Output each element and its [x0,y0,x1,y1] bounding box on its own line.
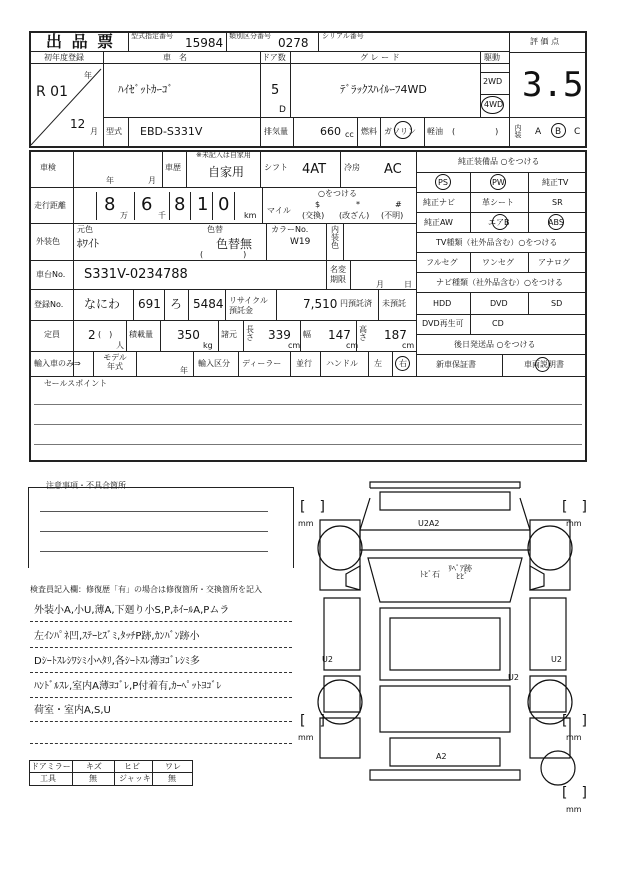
recycle-label: リサイクル預託金 [229,296,268,315]
model: EBD-S331V [140,125,203,138]
note-line-3: Dｼｰﾄｽﾚｼﾜｼﾐ小ﾍﾀﾘ,各ｼｰﾄｽﾚ薄ﾖｺﾞﾚｼﾐ多 [34,656,200,667]
drive-2wd: 2WD [483,77,503,86]
int-c: C [574,127,581,137]
wid: 147 [328,328,351,342]
ac-label: 冷房 [344,163,360,172]
tv-one: ワンセグ [482,258,514,267]
model-year-unit: 年 [180,366,188,375]
tread-fl: [ ] [300,499,325,515]
diagram-mark-top: U2A2 [418,519,440,528]
doors-label: ドア数 [262,53,286,62]
dealer: ディーラー [242,359,282,368]
reki: 自家用 [208,165,245,179]
score: 3.5 [522,65,584,105]
len-label: 長さ [246,325,254,342]
exchange: $ [315,200,321,209]
import-label: 輸入車のみ⇒ [34,359,81,368]
reki-label: 車歴 [165,163,181,172]
unknown-sub: (不明) [381,211,404,220]
mileage-sen: 千 [158,211,166,220]
warranty: 新車保証書 [436,360,476,369]
equip-pw: PW [492,178,505,187]
nc-day: 日 [404,280,412,289]
equip-tv: 純正TV [542,178,569,187]
fuel-label: 燃料 [361,127,377,136]
mileage-label: 走行距離 [34,201,66,210]
tools-h-mirror: ドアミラー [31,762,71,771]
recycle-unit: 円預託済 [340,299,372,308]
orig-color: ﾎﾜｲﾄ [77,237,99,250]
reg-class: 691 [138,297,161,311]
hei: 187 [384,328,407,342]
disp-label: 排気量 [264,127,288,136]
page-title: 出 品 票 [46,32,116,51]
tread-fl-mm: mm [298,519,314,528]
recycle: 7,510 [303,297,338,311]
handle-right: 右 [399,359,407,368]
load-label: 積載量 [129,330,153,339]
len-unit: cm [288,341,301,350]
equip-leather: 革シート [482,198,514,207]
orig-color-label: 元色 [77,225,93,234]
tread-fr: [ ] [562,499,587,515]
mileage-d1: 8 [104,194,116,215]
model-year-label: モデル年式 [103,353,127,371]
cd: CD [492,319,504,328]
inspector-label: 検査員記入欄：修復歴「有」の場合は修復箇所・交換箇所を記入 [30,585,262,594]
equip-ps-circle [435,174,451,190]
grade-label: グ レ ー ド [360,53,400,62]
parallel: 並行 [296,359,312,368]
tread-spare: [ ] [562,785,587,801]
first-reg-label: 初年度登録 [44,53,84,62]
tv-full: フルセグ [426,258,458,267]
month-unit: 月 [90,127,98,136]
drive-label: 駆動 [484,53,500,62]
nav-sd: SD [551,299,563,308]
note-line-2: 左ｲﾝﾊﾟﾈ凹,ｽﾃｰﾋｽﾞﾐ,ﾀｯﾁP跡,ｶﾝﾊﾞﾝ跡小 [34,631,200,642]
nav-header: ナビ種類（社外品含む）○をつける [436,278,563,287]
note-line-1: 外装小A,小U,薄A,下廻り小S,P,ﾎｲｰﾙA,Pムラ [34,605,230,616]
recycle-status: 未預託 [382,299,406,308]
hei-label: 高さ [359,325,367,342]
score-label: 評 価 点 [530,37,560,46]
diagram-mark-right2: U2 [508,673,519,682]
notes-bracket [28,487,294,568]
serial-label: シリアル番号 [322,32,364,40]
tamper-sub: (改ざん) [339,211,370,220]
name-change-label: 名変期限 [330,265,346,284]
equip-pw-circle [490,174,506,190]
disp-unit: cc [345,130,354,139]
mileage-d2: 6 [141,194,153,215]
dvd-play: DVD再生可 [422,319,464,328]
equip-airbag: エアB [488,218,510,227]
color-paren: ( ) [200,250,247,259]
car-name-label: 車 名 [163,53,187,62]
shaken-label: 車検 [40,163,56,172]
oil-paren: ( ) [452,127,499,136]
equip-navi: 純正ナビ [423,198,455,207]
wid-unit: cm [346,341,359,350]
color-label: 色替 [207,225,223,234]
diagram-mark-bottom: A2 [436,752,447,761]
equip-header: 純正装備品 ○をつける [458,157,540,166]
reg-kana: ろ [170,297,183,311]
wid-label: 幅 [303,330,311,339]
vin: S331V-0234788 [84,267,188,282]
diagram-mark-left: U2 [322,655,333,664]
drive-4wd: 4WD [484,100,504,109]
car-name: ﾊｲｾﾞｯﾄｶｰｺﾞ [118,83,173,96]
shift: 4AT [302,162,327,177]
dims-label: 諸元 [221,330,237,339]
tread-rl: [ ] [300,713,325,729]
load: 350 [177,328,200,342]
int-b-circle [551,123,566,138]
fuel-circle [394,121,412,139]
tread-rr: [ ] [562,713,587,729]
equip-airbag-circle [492,214,508,230]
handle-label: ハンドル [326,359,358,368]
tools-h-crack: ヒビ [124,762,140,771]
type-no-label: 型式指定番号 [131,32,173,40]
int-b: B [555,127,562,137]
person: 人 [116,341,124,350]
color-no: W19 [290,237,311,247]
mileage-d3: 8 [174,194,186,215]
tools-tool: 工具 [40,774,56,783]
tv-header: TV種類（社外品含む）○をつける [436,238,558,247]
notes-label: 注意事項・不具合箇所 [46,481,126,490]
outer-color-label: 外装色 [36,237,60,246]
interior-label: 内装 [514,124,522,138]
color-no-label: カラーNo. [271,225,309,234]
type-no: 15984 [185,36,224,50]
reki-note: ※未記入は自家用 [196,151,251,159]
handle-left: 左 [374,359,382,368]
diagram-mark-right: U2 [551,655,562,664]
vin-label: 車台No. [36,270,66,279]
attach-note: ○をつける [318,189,357,198]
post-header: 後日発送品 ○をつける [454,340,536,349]
mileage-d4: 1 [197,194,209,215]
oil-label: 軽油 [427,127,443,136]
mileage-d5: 0 [218,194,230,215]
len: 339 [268,328,291,342]
tools-tool-val: 無 [89,774,97,783]
nc-month: 月 [376,280,384,289]
manual: 車両説明書 [524,360,564,369]
shaken-year: 年 [106,176,114,185]
equip-abs: ABS [548,218,564,227]
doors-sub: D [279,105,286,115]
tools-jack: ジャッキ [119,774,151,783]
grade: ﾃﾞﾗｯｸｽﾊｲﾙｰﾌ4WD [340,83,427,96]
tread-fr-mm: mm [566,519,582,528]
unknown: # [395,200,402,209]
tools-h-break: ワレ [165,762,181,771]
tread-spare-mm: mm [566,805,582,814]
capacity: 2 [88,328,96,342]
reg-num: 5484 [193,297,224,311]
first-reg-month: 12 [70,117,86,131]
int-a: A [535,127,542,137]
class-no-label: 類別区分番号 [229,32,271,40]
mileage-km: km [244,211,257,220]
ac: AC [384,162,402,177]
equip-aw: 純正AW [424,218,453,227]
doors: 5 [271,83,280,98]
tools-jack-val: 無 [168,774,176,783]
sales-label: セールスポイント [44,379,108,388]
mileage-man: 万 [120,211,128,220]
diagram-mark-glass2: ﾘﾍﾟｱ跡 [448,564,472,573]
interior-color-label: 内装色 [331,225,339,250]
tv-analog: アナログ [538,258,570,267]
model-label: 型式 [106,127,122,136]
color-change: 色替無 [216,237,253,251]
capacity-paren: ( ) [98,330,113,339]
first-reg-era: R 01 [36,84,68,100]
manual-circle [535,357,550,372]
disp: 660 [320,125,341,138]
tamper: * [356,200,360,209]
hei-unit: cm [402,341,415,350]
handle-right-circle [395,356,410,371]
capacity-label: 定員 [44,330,60,339]
shaken-month: 月 [148,176,156,185]
tools-h-scratch: キズ [86,762,102,771]
fuel: ガソリン [384,127,416,136]
equip-abs-circle [548,214,564,230]
import-class-label: 輸入区分 [198,359,230,368]
diagram-mark-glass3: ﾋﾋﾞ [456,572,468,581]
class-no: 0278 [278,36,309,50]
tread-rl-mm: mm [298,733,314,742]
equip-sr: SR [552,198,563,207]
nav-hdd: HDD [433,299,452,308]
reg-area: なにわ [84,297,121,311]
exchange-sub: (交換) [302,211,325,220]
reg-label: 登録No. [34,300,64,309]
mile-label: マイル [267,206,291,215]
note-line-5: 荷室・室内A,S,U [34,705,111,716]
drive-4wd-circle [481,96,504,114]
diagram-mark-glass1: ﾄﾋﾞ石 [420,570,440,579]
nav-dvd: DVD [490,299,508,308]
note-line-4: ﾊﾝﾄﾞﾙｽﾚ,室内A薄ﾖｺﾞﾚ,P付着有,ｶｰﾍﾟｯﾄﾖｺﾞﾚ [34,681,222,692]
tread-rr-mm: mm [566,733,582,742]
shift-label: シフト [264,163,288,172]
equip-ps: PS [438,178,448,187]
year-unit: 年 [84,71,92,80]
load-unit: kg [203,341,213,350]
